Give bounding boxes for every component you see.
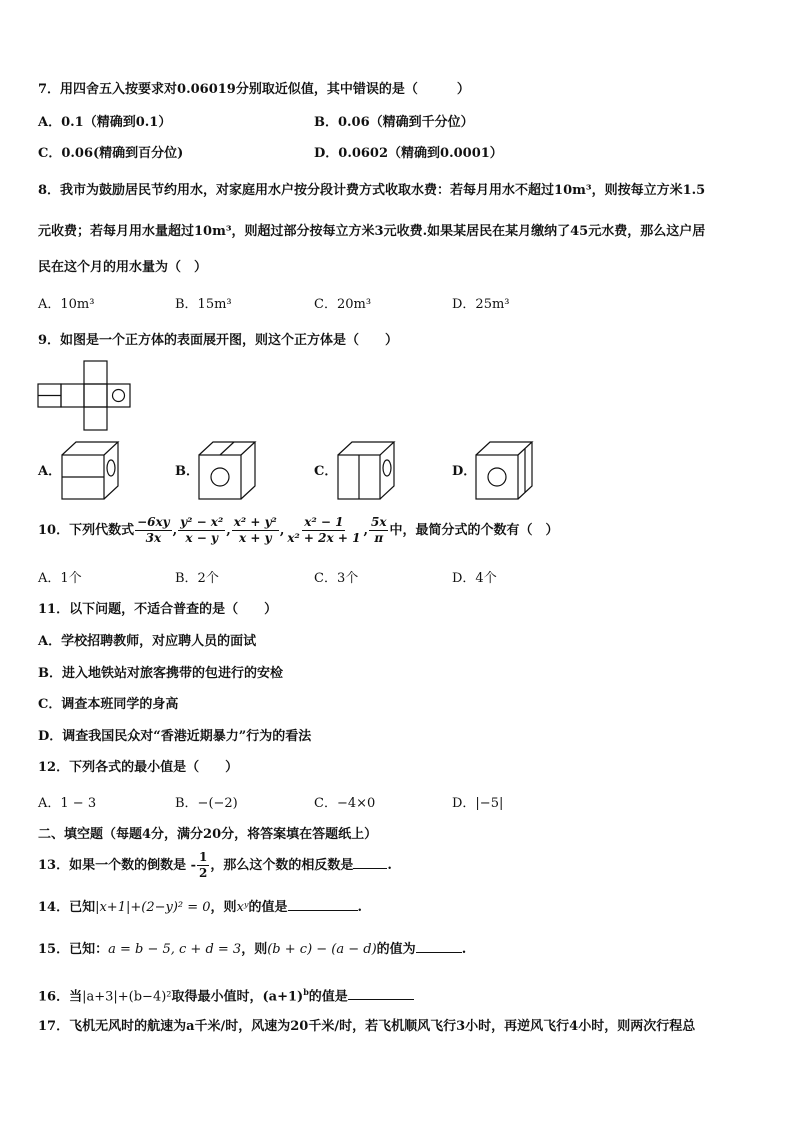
q12-option-b: B．−(−2) xyxy=(175,796,238,811)
q16-answer-blank[interactable] xyxy=(348,987,414,1000)
q16-expression: |a+3|+(b−4)² xyxy=(82,989,172,1005)
q13-prefix: 13．如果一个数的倒数是 - xyxy=(38,858,197,873)
q8-line-2: 元收费；若每月用水量超过10m³，则超过部分按每立方米3元收费.如果某居民在某月缴纳了45元水费，那么这户居 xyxy=(38,224,706,239)
q15-answer-blank[interactable] xyxy=(416,940,462,953)
q10-fraction-3: $\frac{\text{x² + y²}}{x + y}$ xyxy=(233,515,277,545)
q10-prefix: 10．下列代数式 xyxy=(38,523,135,538)
q8-option-a: A．10m³ xyxy=(38,297,95,312)
cube-option-b xyxy=(197,440,259,502)
q11-stem: 11．以下问题，不适合普查的是（ ） xyxy=(38,602,278,617)
q13-stem: 13．如果一个数的倒数是 - $\frac{1}{2}$ ，那么这个数的相反数是 . xyxy=(38,850,392,880)
q11-option-c: C．调查本班同学的身高 xyxy=(38,697,179,712)
q7-option-a: A．0.1（精确到0.1） xyxy=(38,115,172,130)
q12-option-d: D．|−5| xyxy=(452,796,504,811)
q7-option-b: B．0.06（精确到千分位） xyxy=(314,115,474,130)
q16-mid: 取得最小值时，(a+1) xyxy=(171,989,304,1005)
q15-expression-2: (b + c) − (a − d) xyxy=(267,942,377,957)
q12-option-c: C．−4×0 xyxy=(314,796,376,811)
q7-option-c: C．0.06(精确到百分位) xyxy=(38,146,184,161)
q10-fraction-2: $\frac{\text{y² − x²}}{x - y}$ xyxy=(180,515,224,545)
q10-suffix: 中，最简分式的个数有（ ） xyxy=(389,523,559,538)
q15-suffix: 的值为 xyxy=(376,942,416,957)
q17-stem: 17．飞机无风时的航速为a千米/时，风速为20千米/时，若飞机顺风飞行3小时，再逆风飞行4小时，则两次行程总 xyxy=(38,1019,696,1034)
q10-option-c: C．3个 xyxy=(314,571,359,586)
q14-stem: 14．已知|x+1|+(2−y)² = 0，则xʸ的值是 . xyxy=(38,900,363,915)
q10-fraction-1: $\frac{-6xy}{3x}$ xyxy=(137,515,170,545)
q11-option-b: B．进入地铁站对旅客携带的包进行的安检 xyxy=(38,666,283,681)
q8-line-3: 民在这个月的用水量为（ ） xyxy=(38,260,208,275)
q14-power: xʸ xyxy=(236,900,249,915)
q12-option-a: A．1 − 3 xyxy=(38,796,97,811)
q7-option-d: D．0.0602（精确到0.0001） xyxy=(314,146,503,161)
q11-option-a: A．学校招聘教师，对应聘人员的面试 xyxy=(38,634,257,649)
q14-answer-blank[interactable] xyxy=(288,898,358,911)
q9-option-d-label: D． xyxy=(452,464,477,479)
q9-option-b-label: B． xyxy=(175,464,199,479)
cube-option-c xyxy=(336,440,398,502)
cube-option-d xyxy=(474,440,536,502)
q13-fraction: $\frac{1}{2}$ xyxy=(199,850,208,880)
q7-stem: 7．用四舍五入按要求对0.06019分别取近似值，其中错误的是（ ） xyxy=(38,82,470,97)
q9-option-a-label: A． xyxy=(38,464,62,479)
q10-fraction-5: $\frac{5x}{\pi}$ xyxy=(370,515,387,545)
q13-suffix: ，那么这个数的相反数是 xyxy=(210,858,354,873)
q15-mid: ，则 xyxy=(241,942,268,957)
q15-prefix: 15．已知： xyxy=(38,942,109,957)
q8-option-b: B．15m³ xyxy=(175,297,232,312)
cube-option-a xyxy=(60,440,122,502)
q14-prefix: 14．已知 xyxy=(38,900,96,915)
q10-option-d: D．4个 xyxy=(452,571,497,586)
q14-mid: ，则 xyxy=(210,900,237,915)
q16-suffix: 的值是 xyxy=(308,989,348,1005)
q15-expression: a = b − 5, c + d = 3 xyxy=(108,942,242,957)
q16-stem xyxy=(38,982,414,1007)
q14-suffix: 的值是 xyxy=(248,900,288,915)
q10-option-b: B．2个 xyxy=(175,571,219,586)
q15-stem: 15．已知：a = b − 5, c + d = 3，则(b + c) − (a − d)的值为 . xyxy=(38,942,467,957)
q10-stem: 10．下列代数式 $\frac{-6xy}{3x}$ , $\frac{\text{y² − x²}}{x - y}$ , $\frac{\text{x² + y²}}{x + y}$ , $\frac{\text{x² − 1}}{\text{x² + 2x + 1}}$ , $\frac{5x}{\pi}$ 中，最简分式的个数有（ ） xyxy=(38,515,559,545)
q16-prefix: 16．当 xyxy=(38,989,83,1005)
q14-expression: |x+1|+(2−y)² = 0 xyxy=(95,900,211,915)
q8-line-1: 8．我市为鼓励居民节约用水，对家庭用水户按分段计费方式收取水费：若每月用水不超过10m³，则按每立方米1.5 xyxy=(38,183,706,198)
q8-option-c: C．20m³ xyxy=(314,297,372,312)
q10-fraction-4: $\frac{\text{x² − 1}}{\text{x² + 2x + 1}}$ xyxy=(287,515,361,545)
q9-stem: 9．如图是一个正方体的表面展开图，则这个正方体是（ ） xyxy=(38,333,399,348)
q12-stem: 12．下列各式的最小值是（ ） xyxy=(38,760,239,775)
section-2-heading: 二、填空题（每题4分，满分20分，将答案填在答题纸上） xyxy=(38,827,378,842)
q10-option-a: A．1个 xyxy=(38,571,82,586)
cube-net-figure xyxy=(38,360,148,432)
q13-answer-blank[interactable] xyxy=(353,856,387,869)
q8-option-d: D．25m³ xyxy=(452,297,510,312)
q11-option-d: D．调查我国民众对“香港近期暴力”行为的看法 xyxy=(38,729,312,744)
q16-superscript: b xyxy=(303,987,309,997)
q9-option-c-label: C． xyxy=(314,464,338,479)
